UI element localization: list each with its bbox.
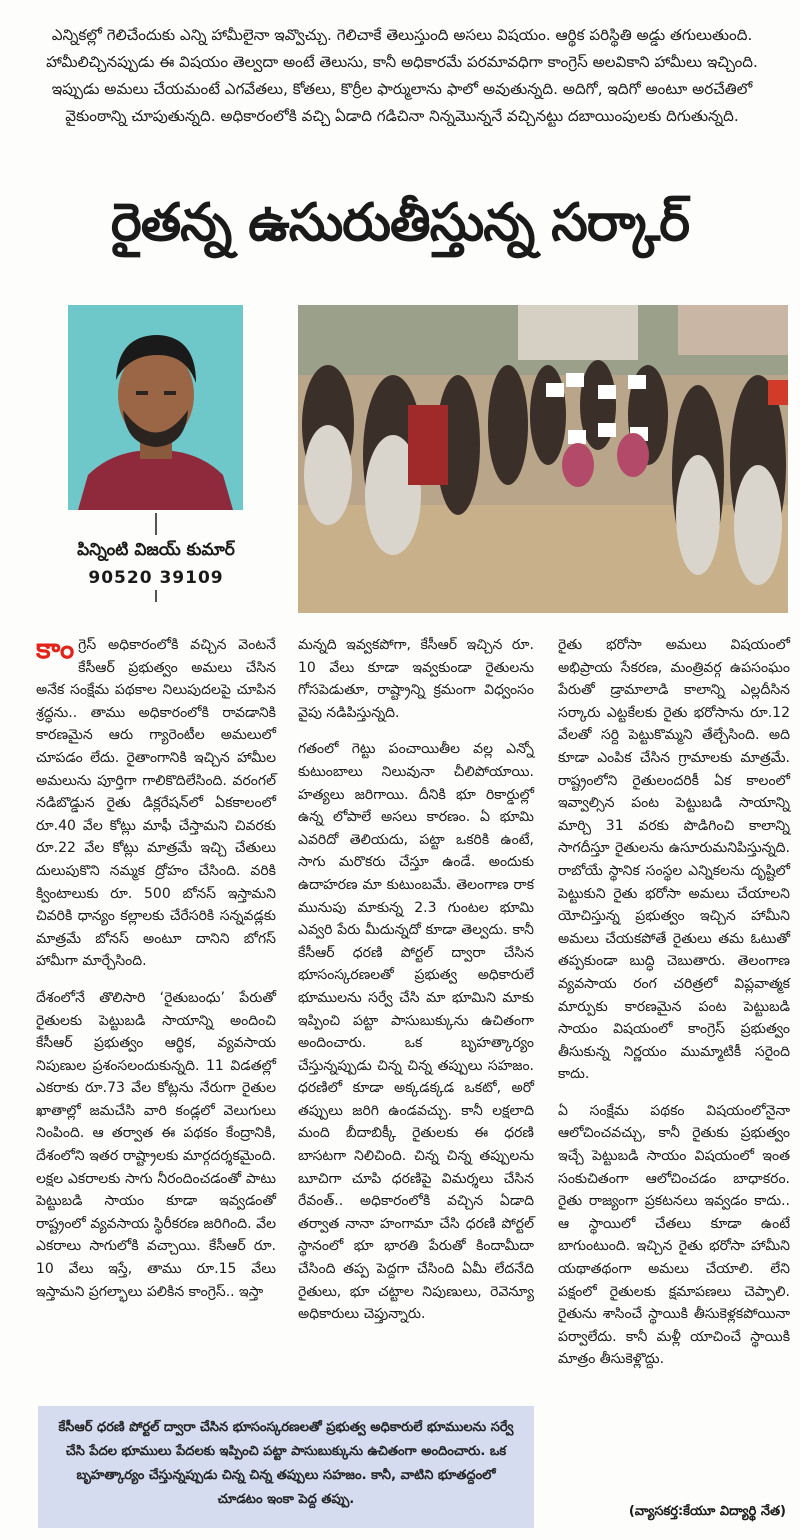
article-paragraph: గతంలో గెట్టు పంచాయితీల వల్ల ఎన్నో కుటుంబాలు నిలువునా చీలిపోయాయి. హత్యలు జరిగాయి. దీనికి భూ రికార్డుల్లో ఉన్న లోపాలే అసలు కారణం. ఏ భూమి ఎవరిదో తెలియదు, పట్టా ఒకరికి ఉంటే, సాగు మరొకరు చేస్తూ ఉండే. అందుకు ఉదాహరణ మా కుటుంబమే. తెలంగాణ రాక మునుపు మాకున్న 2.3 గుంటల భూమి ఎవ్వరి పేరు మీదున్నదో కూడా తెల్వదు. కానీ కేసీఆర్ ధరణి పోర్టల్ ద్వారా చేసిన భూసంస్కరణలతో ప్రభుత్వ అధికారులే భూములను సర్వే చేసి మా భూమిని మాకు ఇప్పించి పట్టా పాసుబుక్కును ఉచితంగా అందించారు. ఒక బృహత్కార్యం చేస్తున్నప్పుడు చిన్న చిన్న తప్పులు సహజం. ధరణిలో కూడా అక్కడక్కడ ఒకటో, అరో తప్పులు జరిగి ఉండవచ్చు. కానీ లక్షలాది మంది బీదాబిక్కీ రైతులకు ఈ ధరణి బాసటగా నిలిచింది. చిన్న చిన్న తప్పులను బూచిగా చూపి ధరణిపై విమర్శలు చేసిన రేవంత్.. అధికారంలోకి వచ్చిన ఏడాది తర్వాత నానా హంగామా చేసి ధరణి పోర్టల్ స్థానంలో భూ భారతి పేరుతో కిందామీదా చేసింది తప్ప పెద్దగా చేసింది ఏమీ లేదనేది రైతులు, భూ చట్టాల నిపుణులు, రెవెన్యూ అధికారులు చెప్తున్నారు. [298,741,534,1323]
pull-quote: కేసీఆర్ ధరణి పోర్టల్ ద్వారా చేసిన భూసంస్కరణలతో ప్రభుత్వ అధికారులే భూములను సర్వే చేసి పేదల భూములు పేదలకు ఇప్పించి పట్టా పాసుబుక్కును ఉచితంగా అందించారు. ఒక బృహత్కార్యం చేస్తున్నప్పుడు చిన్న చిన్న తప్పులు సహజం. కానీ, వాటిని భూతద్దంలో చూడటం ఇంకా పెద్ద తప్పు. [38,1406,534,1528]
farmers-protest-photo [298,305,788,613]
divider-line [155,513,157,535]
article-column-1 [36,634,276,1317]
article-paragraph: ఏ సంక్షేమ పథకం విషయంలోనైనా ఆలోచించవచ్చు, కానీ రైతుకు ప్రభుత్వం ఇచ్చే పెట్టుబడి సాయం విషయంలో ఇంత సంకుచితంగా ఆలోచించడం బాధాకరం. రైతు రాజ్యంగా ప్రకటనలు ఇవ్వడం కాదు.. ఆ స్థాయిలో చేతలు కూడా ఉంటే బాగుంటుంది. ఇచ్చిన రైతు భరోసా హామీని యథాతథంగా అమలు చేయాలి. లేని పక్షంలో రైతులకు క్షమాపణలు చెప్పాలి. రైతును శాసించే స్థాయికి తీసుకెళ్లకపోయినా పర్వాలేదు. కానీ మళ్లీ యాచించే స్థాయికి మాత్రం తీసుకెళ్లొద్దు. [558,1102,790,1368]
article-column-2 [298,634,534,1340]
article-paragraph: దేశంలోనే తొలిసారి ‘రైతుబంధు’ పేరుతో రైతులకు పెట్టుబడి సాయాన్ని అందించి కేసీఆర్ ప్రభుత్వం ఆర్థిక, వ్యవసాయ నిపుణుల ప్రశంసలందుకున్నది. 11 విడతల్లో ఎకరాకు రూ.73 వేల కోట్లను నేరుగా రైతుల ఖాతాల్లో జమచేసి వారి కండ్లలో వెలుగులు నింపింది. ఆ తర్వాత ఈ పథకం కేంద్రానికి, దేశంలోని ఇతర రాష్ట్రాలకు మార్గదర్శకమైంది. లక్షల ఎకరాలకు సాగు నీరందించడంతో పాటు పెట్టుబడి సాయం కూడా ఇవ్వడంతో రాష్ట్రంలో వ్యవసాయ స్థిరీకరణ జరిగింది. వేల ఎకరాలు సాగులోకి వచ్చాయి. కేసీఆర్ రూ. 10 వేలు ఇస్తే, తాము రూ.15 వేలు ఇస్తామని ప్రగల్భాలు పలికిన కాంగ్రెస్.. ఇస్తా [36,989,276,1300]
author-photo [68,305,243,510]
drop-cap: కాం [36,632,75,665]
intro-paragraph: ఎన్నికల్లో గెలిచేందుకు ఎన్ని హామీలైనా ఇవ్వొచ్చు. గెలిచాకే తెలుస్తుంది అసలు విషయం. ఆర్థిక పరిస్థితి అడ్డు తగులుతుంది. హామీలిచ్చినప్పుడు ఈ విషయం తెల్వదా అంటే తెలుసు, కానీ అధికారమే పరమావధిగా కాంగ్రెస్ అలవికాని హామీలు ఇచ్చింది. ఇప్పుడు అమలు చేయమంటే ఎగవేతలు, కోతలు, కొర్రీల ఫార్ములాను ఫాలో అవుతున్నది. అదిగో, ఇదిగో అంటూ అరచేతిలో వైకుంఠాన్ని చూపుతున్నది. అధికారంలోకి వచ్చి ఏడాది గడిచినా నిన్నమొన్ననే వచ్చినట్టు దబాయింపులకు దిగుతున్నది. [46,26,758,125]
divider-line [155,590,157,602]
author-name: పిన్నింటి విజయ్ కుమార్ [77,540,235,560]
author-byline: (వ్యాసకర్త:కేయూ విద్యార్థి నేత) [628,1504,786,1519]
headline: రైతన్న ఉసురుతీస్తున్న సర్కార్ [110,193,690,253]
article-paragraph [36,634,276,973]
author-phone: 90520 39109 [88,568,224,588]
paragraph-text: గ్రెస్ అధికారంలోకి వచ్చిన వెంటనే కేసీఆర్ ప్రభుత్వం అమలు చేసిన అనేక సంక్షేమ పథకాల నిలుపుదలపై చూపిన శ్రద్ధను.. తాము అధికారంలోకి రావడానికి కారణమైన ఆరు గ్యారెంటీల అమలులో చూపడం లేదు. రైతాంగానికి ఇచ్చిన హామీల అమలును పూర్తిగా గాలికొదిలేసింది. వరంగల్ నడిబొడ్డున రైతు డిక్లరేషన్‌లో ఏకకాలంలో రూ.40 వేల కోట్లు మాఫీ చేస్తామని చివరకు రూ.22 వేల కోట్లు మాత్రమే ఇచ్చి చేతులు దులుపుకొని నమ్మక ద్రోహం చేసింది. వరికి క్వింటాలుకు రూ. 500 బోనస్ ఇస్తామని చివరికి ధాన్యం కల్లాలకు చేరేసరికి సన్నవడ్లకు మాత్రమే బోనస్ అంటూ దానిని బోగస్ హామీగా మార్చేసింది. [36,637,276,970]
article-paragraph: రైతు భరోసా అమలు విషయంలో అభిప్రాయ సేకరణ, మంత్రివర్గ ఉపసంఘం పేరుతో డ్రామాలాడి కాలాన్ని ఎల్లదీసిన సర్కారు ఎట్టకేలకు రైతు భరోసాను రూ.12 వేలతో సర్ది పెట్టుకొమ్మని తేల్చేసింది. అది కూడా ఎంపిక చేసిన గ్రామాలకు మాత్రమే. రాష్ట్రంలోని రైతులందరికీ ఏక కాలంలో ఇవ్వాల్సిన పంట పెట్టుబడి సాయాన్ని మార్చి 31 వరకు పొడిగించి కాలాన్ని సాగదీస్తూ రైతులను ఉసూరుమనిపిస్తున్నది. రాబోయే స్థానిక సంస్థల ఎన్నికలను దృష్టిలో పెట్టుకుని రైతు భరోసా అమలు చేయాలని యోచిస్తున్న ప్రభుత్వం ఇచ్చిన హామీని అమలు చేయకపోతే రైతులు తమ ఓటుతో తప్పకుండా బుద్ధి చెబుతారు. తెలంగాణ వ్యవసాయ రంగ చరిత్రలో విప్లవాత్మక మార్పుకు కారణమైన పంట పెట్టుబడి సాయం విషయంలో కాంగ్రెస్ ప్రభుత్వం తీసుకున్న నిర్ణయం ముమ్మాటికీ సరైంది కాదు. [558,637,790,1083]
article-column-3 [558,634,790,1385]
article-paragraph: మన్నది ఇవ్వకపోగా, కేసీఆర్ ఇచ్చిన రూ. 10 వేలు కూడా ఇవ్వకుండా రైతులను గోసపెడుతూ, రాష్ట్రాన్ని క్రమంగా విధ్వంసం వైపు నడిపిస్తున్నది. [298,637,534,721]
